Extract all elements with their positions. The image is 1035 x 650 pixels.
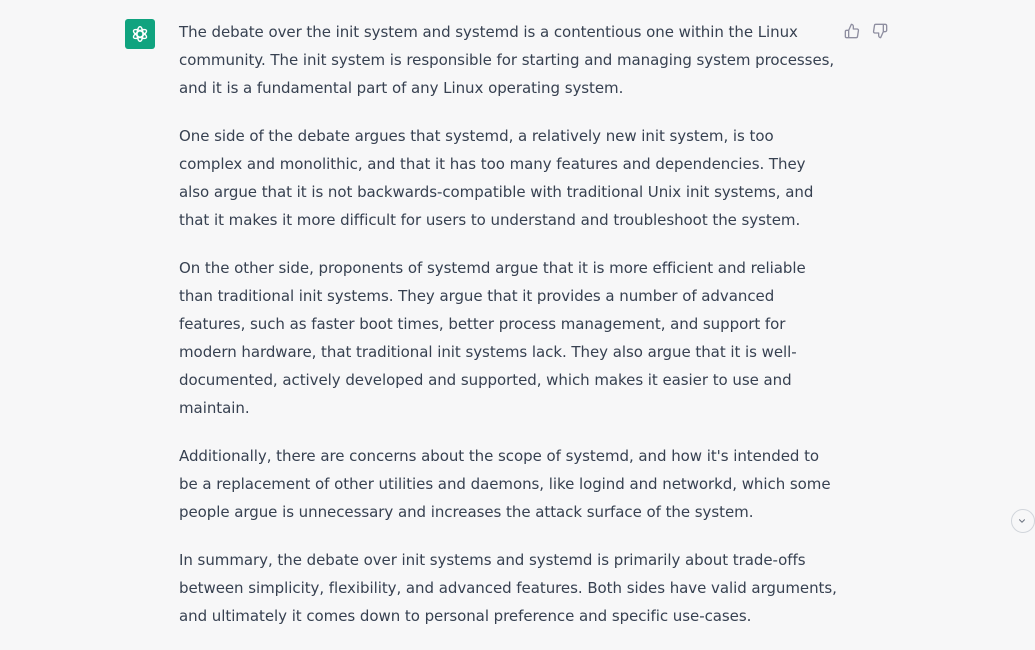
assistant-message bbox=[179, 18, 839, 650]
message-paragraph-4: Additionally, there are concerns about the scope of systemd, and how it's intended to be a replacement of other utilities and daemons, like logind and networkd, which some people argue is unnecessary and increases the attack surface of the system. bbox=[179, 447, 831, 521]
scroll-to-bottom-button[interactable] bbox=[1011, 509, 1035, 533]
message-paragraph-3: On the other side, proponents of systemd argue that it is more efficient and reliable than traditional init systems. They argue that it provides a number of advanced features, such as faster boot times, better process management, and support for modern hardware, that traditional init systems lack. They also argue that it is well-documented, actively developed and supported, which makes it easier to use and maintain. bbox=[179, 259, 806, 417]
openai-logo-icon bbox=[129, 23, 151, 45]
thumbs-up-button[interactable] bbox=[843, 22, 861, 40]
thumbs-down-button[interactable] bbox=[871, 22, 889, 40]
feedback-buttons bbox=[843, 22, 889, 40]
thumbs-down-icon bbox=[872, 23, 888, 39]
message-paragraph-1: The debate over the init system and systemd is a contentious one within the Linux community. The init system is responsible for starting and managing system processes, and it is a fundamental part of any Linux operating system. bbox=[179, 23, 835, 97]
chevron-down-icon bbox=[1017, 516, 1027, 526]
assistant-avatar bbox=[125, 19, 155, 49]
message-paragraph-5: In summary, the debate over init systems and systemd is primarily about trade-offs between simplicity, flexibility, and advanced features. Both sides have valid arguments, and ultimately it comes down to personal preference and specific use-cases. bbox=[179, 551, 837, 625]
thumbs-up-icon bbox=[844, 23, 860, 39]
message-paragraph-2: One side of the debate argues that systemd, a relatively new init system, is too complex and monolithic, and that it has too many features and dependencies. They also argue that it is not backwards-compatible with traditional Unix init systems, and that it makes it more difficult for users to understand and troubleshoot the system. bbox=[179, 127, 814, 229]
